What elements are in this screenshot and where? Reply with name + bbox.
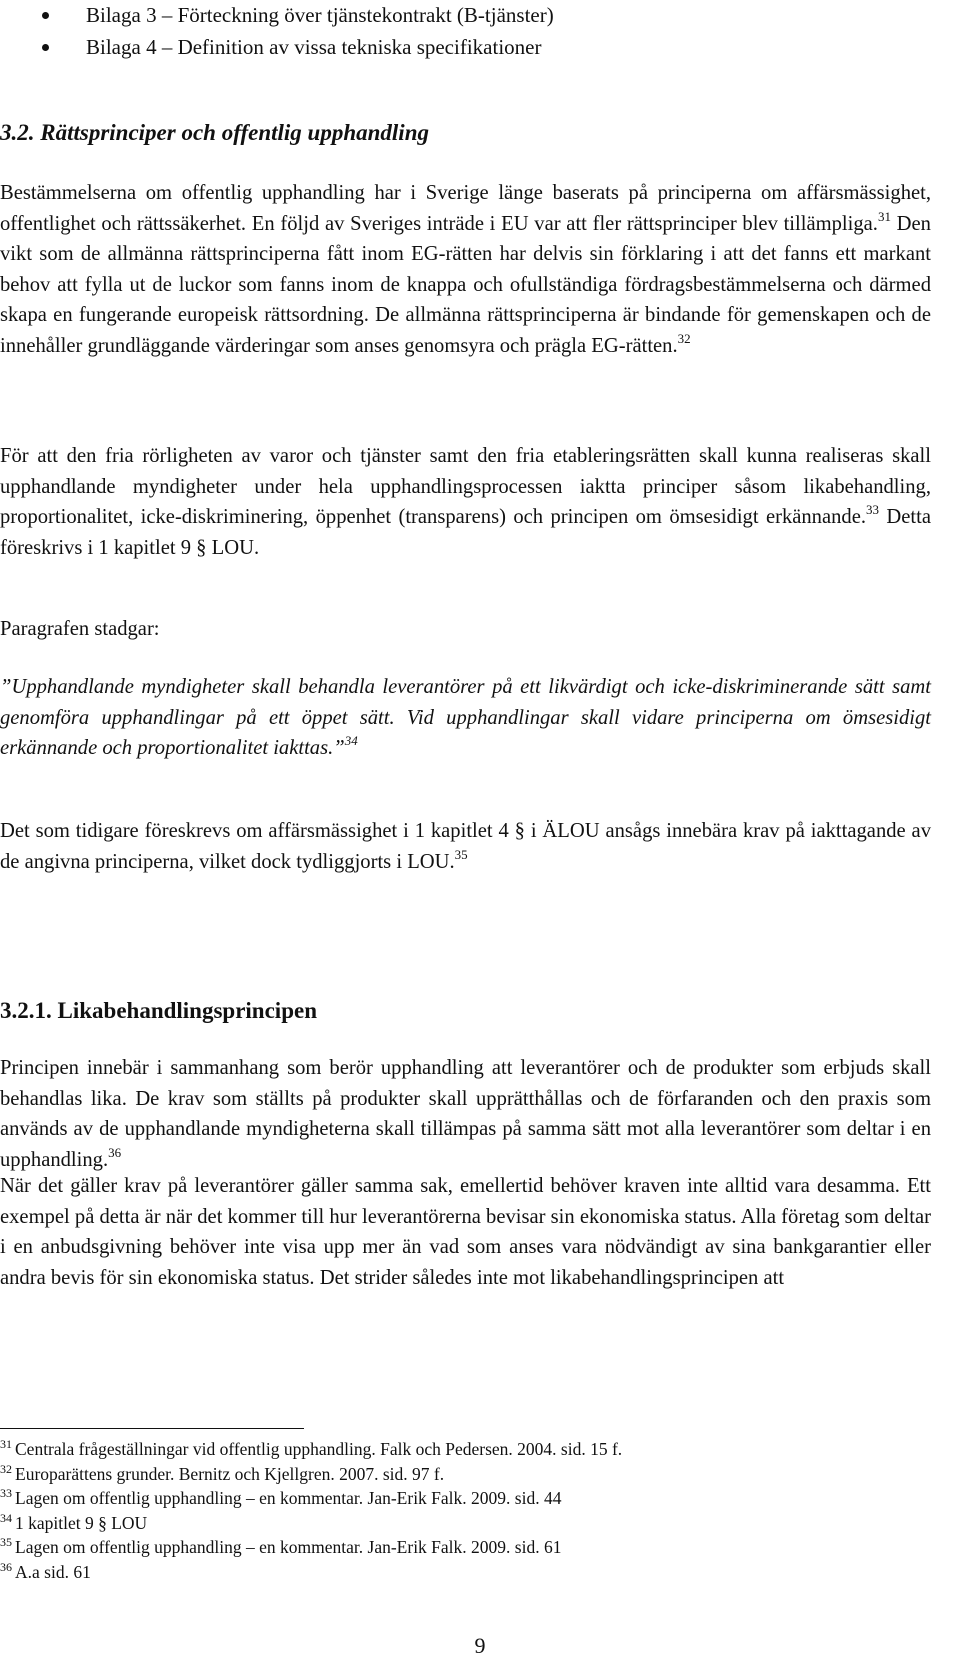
paragraph-principles [0, 178, 931, 362]
paragraph-text: Bestämmelserna om offentlig upphandling har i Sverige länge baserats på principerna om affärsmässighet, offentlighet och rättssäkerhet. En följd av Sveriges inträde i EU var att fler rättsprinciper blev tillämpliga. [0, 182, 931, 235]
footnote-text: 1 kapitlet 9 § LOU [15, 1512, 148, 1533]
footnote [0, 1511, 900, 1536]
list-item [40, 31, 920, 63]
paragraph-equal-treatment [0, 1053, 931, 1175]
page-number: 9 [474, 1633, 486, 1658]
paragraph-alou [0, 816, 931, 877]
footnote-list [0, 1437, 900, 1584]
paragraph-supplier-requirements: När det gäller krav på leverantörer gäller samma sak, emellertid behöver kraven inte alltid vara desamma. Ett exempel på detta är när det kommer till hur leverantörerna bevisar sin ekonomiska status. Alla företag som deltar i en anbudsgivning behöver inte visa upp mer än vad som anses vara nödvändigt av sina bankgarantier eller andra bevis för sin ekonomiska status. Det strider således inte mot likabehandlingsprincipen att [0, 1175, 931, 1289]
paragraph-text: Den vikt som de allmänna rättsprinciperna fått inom EG-rätten har delvis sin förklaring i att det fanns ett markant behov att fylla ut de luckor som fanns inom de knappa och ofullständiga fördragsbestämmelserna och därmed skapa en fungerande europeisk rättsordning. De allmänna rättsprinciperna är bindande för gemenskapen och de innehåller grundläggande värderingar som anses genomsyra och prägla EG-rätten. [0, 212, 931, 357]
footnote-number: 36 [0, 1559, 12, 1574]
paragraph-text: Detta föreskrivs i 1 kapitlet 9 § LOU. [0, 506, 931, 559]
footnote-text: Lagen om offentlig upphandling – en kommentar. Jan-Erik Falk. 2009. sid. 61 [15, 1537, 562, 1557]
list-item-text: Bilaga 4 – Definition av vissa tekniska specifikationer [86, 35, 542, 59]
footnote [0, 1462, 900, 1487]
footnote-separator [0, 1428, 304, 1429]
footnote-ref[interactable]: 32 [677, 330, 691, 346]
subsection-heading: 3.2.1. Likabehandlingsprincipen [0, 998, 317, 1023]
paragraph-text: Principen innebär i sammanhang som berör upphandling att leverantörer och de produkter som erbjuds skall behandlas lika. De krav som ställts på produkter skall upprätthållas och de förfaranden och den praxis som används av de upphandlande myndigheterna skall tillämpas på samma sätt mot alla leverantörer som deltar i en upphandling. [0, 1057, 931, 1171]
footnote-number: 34 [0, 1510, 12, 1525]
footnote-number: 31 [0, 1437, 12, 1451]
footnote-number: 35 [0, 1535, 12, 1549]
footnote-number: 33 [0, 1486, 12, 1500]
footnote-text: Centrala frågeställningar vid offentlig upphandling. Falk och Pedersen. 2004. sid. 15 f. [15, 1439, 623, 1459]
footnote-number: 32 [0, 1461, 12, 1476]
quote-text: ”Upphandlande myndigheter skall behandla leverantörer på ett likvärdigt och icke-diskriminerande sätt samt genomföra upphandlingar på ett öppet sätt. Vid upphandlingar skall vidare principerna om ömsesidigt erkännande och proportionalitet iakttas.” [0, 676, 931, 760]
footnote-ref[interactable]: 36 [108, 1144, 122, 1160]
paragraph-free-movement [0, 441, 931, 563]
bullet-icon [42, 12, 49, 19]
paragraph-text: För att den fria rörligheten av varor och tjänster samt den fria etableringsrätten skall kunna realiseras skall upphandlande myndigheter under hela upphandlingsprocessen iakttа principer såsom likabehandling, proportionalitet, icke-diskriminering, öppenhet (transparens) och principen om ömsesidigt erkännande. [0, 445, 931, 529]
footnote [0, 1535, 900, 1560]
footnote-ref[interactable]: 33 [866, 502, 880, 518]
footnote-text: A.a sid. 61 [15, 1561, 91, 1582]
footnote-text: Lagen om offentlig upphandling – en kommentar. Jan-Erik Falk. 2009. sid. 44 [15, 1488, 562, 1508]
footnote-text: Europarättens grunder. Bernitz och Kjellgren. 2007. sid. 97 f. [15, 1463, 445, 1484]
paragraph-statute-intro: Paragrafen stadgar: [0, 618, 160, 640]
list-item [40, 0, 920, 31]
footnote [0, 1486, 900, 1511]
bullet-icon [42, 44, 49, 51]
footnote-ref[interactable]: 31 [877, 208, 891, 224]
appendix-list [40, 0, 920, 63]
footnote [0, 1560, 900, 1585]
section-heading: 3.2. Rättsprinciper och offentlig upphandling [0, 120, 429, 145]
statute-quote [0, 672, 931, 764]
footnote-ref[interactable]: 34 [344, 733, 358, 749]
list-item-text: Bilaga 3 – Förteckning över tjänstekontrakt (B-tjänster) [86, 3, 554, 27]
footnote [0, 1437, 900, 1462]
footnote-ref[interactable]: 35 [454, 846, 468, 862]
paragraph-text: Det som tidigare föreskrevs om affärsmässighet i 1 kapitlet 4 § i ÄLOU ansågs innebära krav på iakttagande av de angivna principerna, vilket dock tydliggjorts i LOU. [0, 820, 931, 873]
